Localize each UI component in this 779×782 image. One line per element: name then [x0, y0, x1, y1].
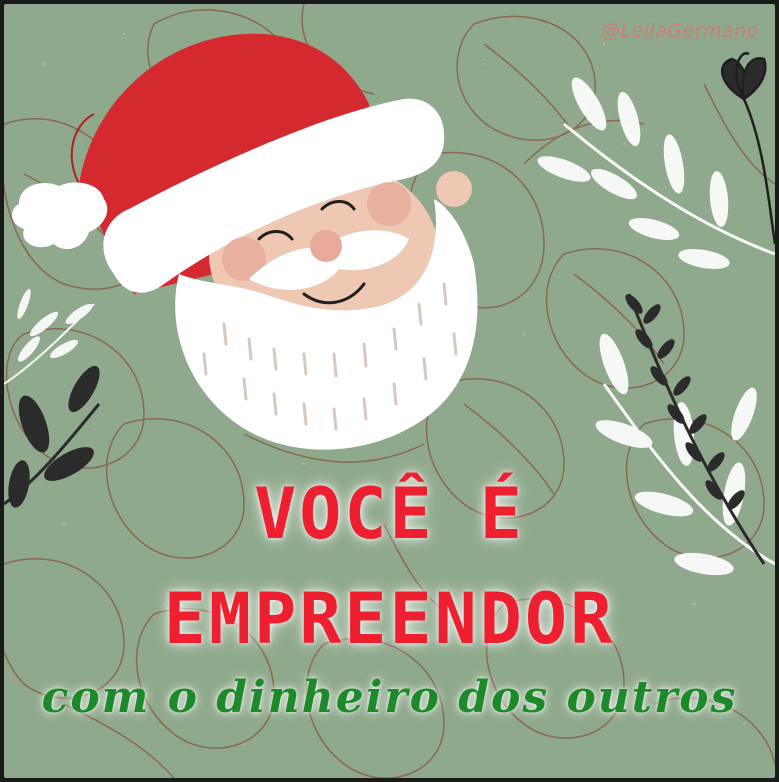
- headline-line-1: VOCÊ É: [254, 473, 525, 555]
- author-watermark: @LeilaGermano: [600, 20, 759, 42]
- christmas-poster: [4, 4, 775, 778]
- poster-illustration: [4, 4, 775, 778]
- cheek-right: [367, 182, 411, 226]
- subline-text: com o dinheiro dos outros: [41, 672, 738, 723]
- headline-line-2: EMPREENDOR: [163, 578, 616, 660]
- santa-nose: [310, 230, 342, 262]
